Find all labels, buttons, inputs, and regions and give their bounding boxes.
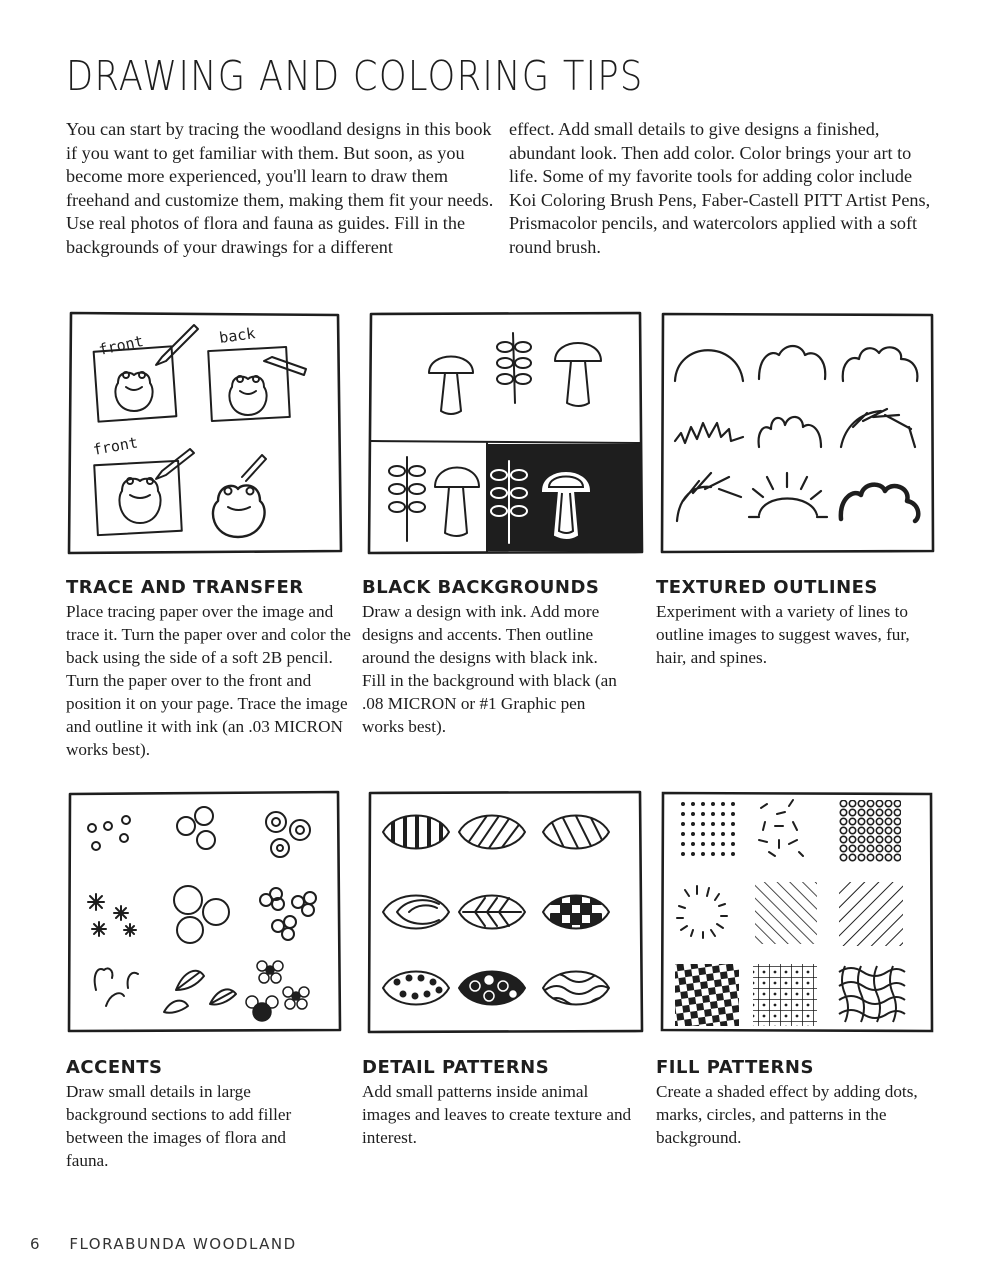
back-label: back <box>218 324 257 347</box>
black-backgrounds-drawing <box>367 311 643 555</box>
fill-patterns-illustration <box>659 790 935 1034</box>
fill-patterns-text: Create a shaded effect by adding dots, marks, circles, and patterns in the background. <box>656 1082 918 1147</box>
fill-patterns-heading: FILL PATTERNS <box>656 1057 814 1078</box>
trace-transfer-text: Place tracing paper over the image and trace it. Turn the paper over and color the back using the side of a soft 2B pencil. Turn the paper over to the front and position it on your page. Trace the image and outline it with ink (an .03 MICRON works best). <box>66 602 351 759</box>
textured-outlines-heading: TEXTURED OUTLINES <box>656 577 878 598</box>
page-number: 6 <box>30 1235 42 1253</box>
front-label: front <box>97 331 146 359</box>
detail-patterns-drawing <box>367 790 643 1034</box>
trace-transfer-heading: TRACE AND TRANSFER <box>66 577 304 598</box>
trace-transfer-drawing <box>66 311 342 555</box>
textured-outlines-drawing <box>659 311 935 555</box>
accents-drawing <box>66 790 342 1034</box>
black-backgrounds-illustration <box>367 311 643 555</box>
trace-transfer-illustration <box>66 311 342 555</box>
front-label-2: front <box>91 433 140 459</box>
detail-patterns-text: Add small patterns inside animal images and leaves to create texture and interest. <box>362 1082 632 1147</box>
accents-heading: ACCENTS <box>66 1057 163 1078</box>
accents-illustration <box>66 790 342 1034</box>
black-backgrounds-text: Draw a design with ink. Add more designs and accents. Then outline around the designs with black ink. Fill in the background with black (an .08 MICRON or #1 Graphic pen works best). <box>362 602 617 736</box>
book-title: FLORABUNDA WOODLAND <box>69 1235 297 1253</box>
detail-patterns-illustration <box>367 790 643 1034</box>
fill-patterns-drawing <box>659 790 935 1034</box>
page-footer <box>30 1235 297 1253</box>
intro-text-left: You can start by tracing the woodland designs in this book if you want to get familiar with them. But soon, as you become more experienced, you'll learn to draw them freehand and customize them, making them fit your needs. Use real photos of flora and fauna as guides. Fill in the backgrounds of your drawings for a different <box>66 119 494 257</box>
textured-outlines-illustration <box>659 311 935 555</box>
accents-text: Draw small details in large background sections to add filler between the images of flora and fauna. <box>66 1082 292 1170</box>
detail-patterns-heading: DETAIL PATTERNS <box>362 1057 550 1078</box>
black-backgrounds-heading: BLACK BACKGROUNDS <box>362 577 600 598</box>
textured-outlines-text: Experiment with a variety of lines to outline images to suggest waves, fur, hair, and spines. <box>656 602 910 667</box>
intro-text-right: effect. Add small details to give designs a finished, abundant look. Then add color. Color brings your art to life. Some of my favorite tools for adding color include Koi Coloring Brush Pens, Faber-Castell PITT Artist Pens, Prismacolor pencils, and watercolors applied with a soft round brush. <box>509 119 931 257</box>
page-title: DRAWING AND COLORING TIPS <box>66 52 644 100</box>
